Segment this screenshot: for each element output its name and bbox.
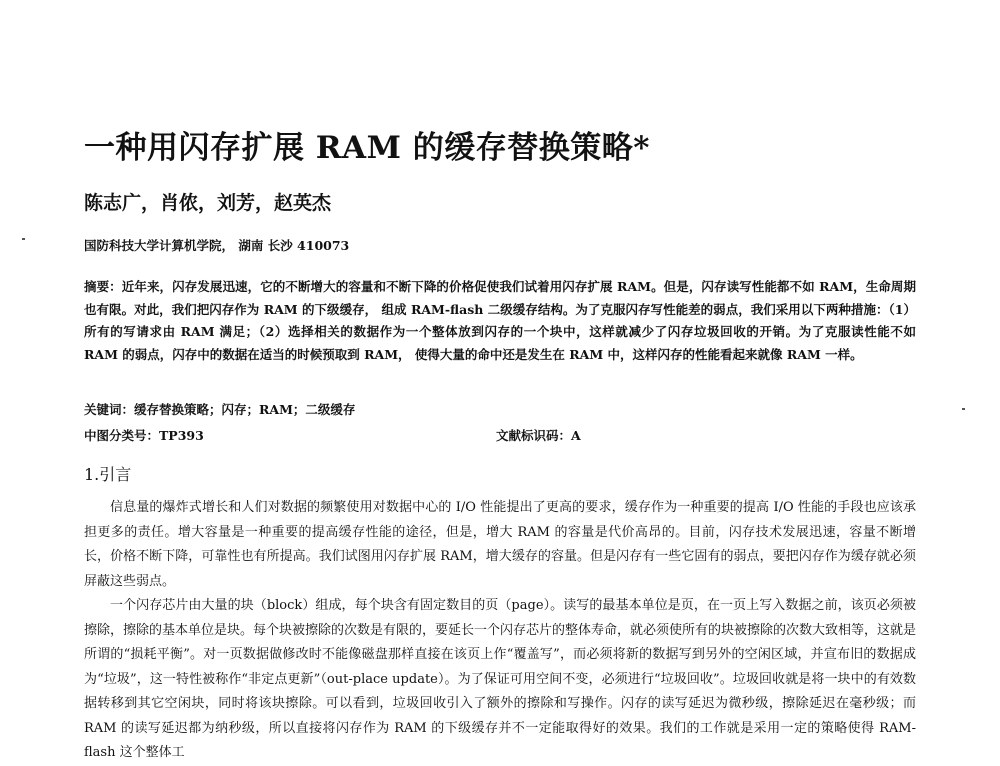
abstract-text: 近年来，闪存发展迅速，它的不断增大的容量和不断下降的价格促使我们试着用闪存扩展 RAM。但是，闪存读写性能都不如 RAM，生命周期也有限。对此，我们把闪存作为 RAM 的下级缓存， 组成 RAM-flash 二级缓存结构。为了克服闪存写性能差的弱点，我们采用以下两种措施：（1）所有的写请求由 RAM 满足；（2）选择相关的数据作为一个整体放到闪存的一个块中，这样就减少了闪存垃圾回收的开销。为了克服读性能不如 RAM 的弱点，闪存中的数据在适当的时候预取到 RAM， 使得大量的命中还是发生在 RAM 中，这样闪存的性能看起来就像 RAM 一样。 <box>84 279 916 362</box>
scan-speck <box>22 238 25 240</box>
classification-row <box>84 426 916 444</box>
scan-speck <box>962 408 965 410</box>
abstract-label: 摘要： <box>84 279 122 294</box>
classification-number: 中图分类号：TP393 <box>84 428 204 443</box>
body-paragraph: 信息量的爆炸式增长和人们对数据的频繁使用对数据中心的 I/O 性能提出了更高的要求，缓存作为一种重要的提高 I/O 性能的手段也应该承担更多的责任。增大容量是一种重要的提高缓存性能的途径，但是，增大 RAM 的容量是代价高昂的。目前，闪存技术发展迅速，容量不断增长，价格不断下降，可靠性也有所提高。我们试图用闪存扩展 RAM，增大缓存的容量。但是闪存有一些它固有的弱点，要把闪存作为缓存就必须屏蔽这些弱点。 <box>84 500 916 589</box>
author-list: 陈志广，肖侬，刘芳，赵英杰 <box>84 192 332 214</box>
keywords: 关键词：缓存替换策略；闪存；RAM；二级缓存 <box>84 402 356 417</box>
body-paragraph: 一个闪存芯片由大量的块（block）组成，每个块含有固定数目的页（page）。读写的最基本单位是页，在一页上写入数据之前，该页必须被擦除，擦除的基本单位是块。每个块被擦除的次数是有限的，要延长一个闪存芯片的整体寿命，就必须使所有的块被擦除的次数大致相等，这就是所谓的“损耗平衡”。对一页数据做修改时不能像磁盘那样直接在该页上作“覆盖写”，而必须将新的数据写到另外的空闲区域，并宣布旧的数据成为“垃圾”，这一特性被称作“非定点更新”（out-place update）。为了保证可用空间不变，必须进行“垃圾回收”。垃圾回收就是将一块中的有效数据转移到其它空闲块，同时将该块擦除。可以看到，垃圾回收引入了额外的擦除和写操作。闪存的读写延迟为微秒级，擦除延迟在毫秒级；而 RAM 的读写延迟都为纳秒级，所以直接将闪存作为 RAM 的下级缓存并不一定能取得好的效果。我们的工作就是采用一定的策略使得 RAM-flash 这个整体工 <box>84 598 917 760</box>
paper-title: 一种用闪存扩展 RAM 的缓存替换策略* <box>84 130 650 166</box>
abstract <box>84 276 916 366</box>
document-code: 文献标识码：A <box>496 428 581 443</box>
section-heading: 1.引言 <box>84 465 132 484</box>
body-text <box>84 496 916 766</box>
affiliation: 国防科技大学计算机学院， 湖南 长沙 410073 <box>84 238 350 253</box>
